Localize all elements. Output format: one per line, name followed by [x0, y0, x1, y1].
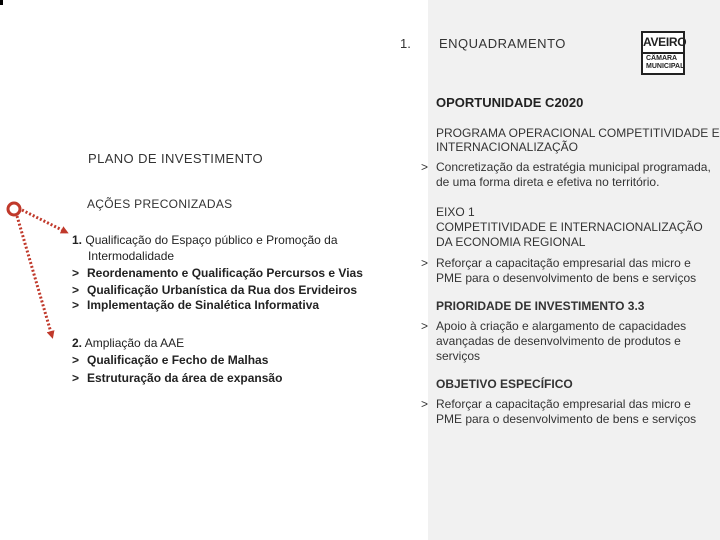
plan-title: PLANO DE INVESTIMENTO	[88, 151, 264, 166]
list-item-text: Estruturação da área de expansão	[87, 371, 283, 385]
axis-label: EIXO 1	[436, 205, 475, 219]
program-title: PROGRAMA OPERACIONAL COMPETITIVIDADE E INTERNACIONALIZAÇÃO	[436, 126, 720, 154]
action-item-number: 2.	[72, 336, 83, 350]
logo-line-municipal: MUNICIPAL	[646, 63, 685, 70]
action-item-text: Ampliação da AAE	[84, 336, 185, 350]
objective-title: OBJETIVO ESPECÍFICO	[436, 377, 573, 391]
priority-title: PRIORIDADE DE INVESTIMENTO 3.3	[436, 299, 645, 313]
bullet-marker: >	[72, 353, 80, 367]
bullet-marker: >	[421, 397, 429, 411]
action-item-number: 1.	[72, 233, 83, 247]
program-bullet-text: Concretização da estratégia municipal programada, de uma forma direta e efetiva no território.	[436, 160, 711, 189]
opportunity-heading: OPORTUNIDADE C2020	[436, 95, 584, 110]
list-item-text: Qualificação e Fecho de Malhas	[87, 353, 269, 367]
arrow-to-item-1	[22, 210, 66, 232]
bullet-marker: >	[421, 256, 429, 270]
arrow-to-item-2	[17, 216, 52, 336]
bullet-marker: >	[72, 298, 80, 312]
actions-title: AÇÕES PRECONIZADAS	[87, 197, 233, 211]
list-item-text: Reordenamento e Qualificação Percursos e Vias	[87, 266, 363, 280]
priority-bullet-text: Apoio à criação e alargamento de capacidades avançadas de desenvolvimento de produtos e serviços	[436, 319, 687, 363]
section-title: ENQUADRAMENTO	[439, 36, 566, 51]
logo-line-camara: CÂMARA	[646, 55, 678, 62]
bullet-marker: >	[72, 371, 80, 385]
section-number: 1.	[400, 36, 411, 51]
list-item-text: Implementação de Sinalética Informativa	[87, 298, 320, 312]
axis-title: COMPETITIVIDADE E INTERNACIONALIZAÇÃO DA ECONOMIA REGIONAL	[436, 220, 703, 249]
logo-name: AVEIRO	[643, 33, 683, 54]
bullet-marker: >	[421, 160, 429, 174]
action-item-text: Qualificação do Espaço público e Promoção da	[85, 233, 338, 247]
objective-bullet-text: Reforçar a capacitação empresarial das micro e PME para o desenvolvimento de bens e serviços	[436, 397, 697, 426]
axis-bullet-text: Reforçar a capacitação empresarial das micro e PME para o desenvolvimento de bens e serviços	[436, 256, 697, 285]
bullet-marker: >	[421, 319, 429, 333]
list-item-text: Qualificação Urbanística da Rua dos Ervideiros	[87, 283, 358, 297]
bullet-marker: >	[72, 266, 80, 280]
origin-circle-icon	[8, 203, 20, 215]
bullet-marker: >	[72, 283, 80, 297]
action-item-1-continuation: Intermodalidade	[88, 249, 175, 263]
